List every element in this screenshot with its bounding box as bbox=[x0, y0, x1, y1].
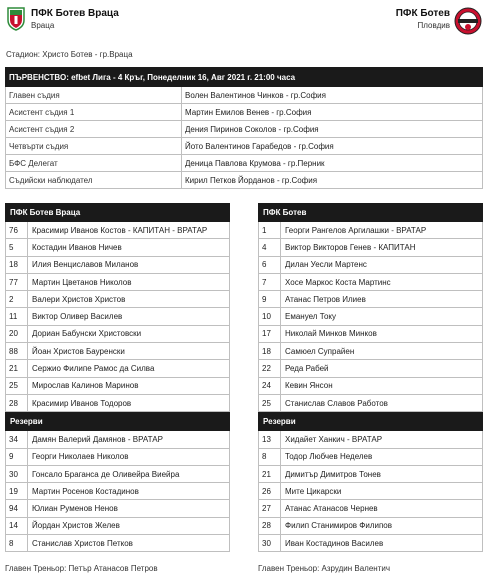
official-person: Мартин Емилов Венев - гр.София bbox=[185, 107, 312, 117]
player-number: 94 bbox=[6, 500, 28, 516]
player-number: 27 bbox=[259, 500, 281, 516]
player-name: Дилан Уесли Мартенс bbox=[285, 260, 367, 270]
official-row bbox=[5, 104, 483, 121]
player-name: Гонсало Браганса де Оливейра Виейра bbox=[32, 469, 180, 479]
player-name: Хосе Маркос Коста Мартинс bbox=[285, 277, 391, 287]
player-row[interactable] bbox=[258, 500, 483, 517]
player-number: 19 bbox=[6, 483, 28, 499]
player-row[interactable] bbox=[258, 326, 483, 343]
player-name: Сержио Филипе Рамос да Силва bbox=[32, 364, 155, 374]
player-row[interactable] bbox=[258, 291, 483, 308]
player-row[interactable] bbox=[258, 395, 483, 412]
home-lineup-title: ПФК Ботев Враца bbox=[5, 203, 230, 222]
player-number: 8 bbox=[259, 449, 281, 465]
official-row bbox=[5, 155, 483, 172]
stadium-info: Стадион: Христо Ботев - гр.Враца bbox=[6, 50, 133, 59]
player-number: 6 bbox=[259, 257, 281, 273]
player-row[interactable] bbox=[258, 518, 483, 535]
player-name: Красимир Иванов Тодоров bbox=[32, 398, 132, 408]
player-name: Костадин Иванов Ничев bbox=[32, 242, 122, 252]
official-person: Дения Пиринов Соколов - гр.София bbox=[185, 124, 319, 134]
player-number: 30 bbox=[259, 535, 281, 551]
player-row[interactable] bbox=[258, 466, 483, 483]
player-number: 24 bbox=[259, 378, 281, 394]
player-number: 2 bbox=[6, 291, 28, 307]
player-row[interactable] bbox=[258, 239, 483, 256]
away-team-name: ПФК Ботев bbox=[395, 8, 450, 19]
away-coach: Главен Треньор: Азрудин Валентич bbox=[258, 564, 391, 573]
player-row[interactable] bbox=[5, 326, 230, 343]
home-subs-title: Резерви bbox=[5, 412, 230, 431]
player-number: 5 bbox=[6, 239, 28, 255]
player-row[interactable] bbox=[258, 535, 483, 552]
player-row[interactable] bbox=[5, 518, 230, 535]
player-row[interactable] bbox=[5, 449, 230, 466]
player-number: 20 bbox=[6, 326, 28, 342]
player-number: 25 bbox=[259, 395, 281, 411]
match-header: ПЪРВЕНСТВО: efbet Лига - 4 Кръг, Понеделник 16, Авг 2021 г. 21:00 часа bbox=[5, 67, 483, 87]
away-lineup bbox=[258, 203, 483, 552]
player-number: 76 bbox=[6, 222, 28, 238]
home-team-name: ПФК Ботев Враца bbox=[31, 8, 119, 19]
player-name: Илия Венциславов Миланов bbox=[32, 260, 139, 270]
player-number: 14 bbox=[6, 518, 28, 534]
official-row bbox=[5, 138, 483, 155]
home-team[interactable] bbox=[6, 7, 119, 31]
player-row[interactable] bbox=[258, 360, 483, 377]
player-number: 9 bbox=[6, 449, 28, 465]
player-name: Димитър Димитров Тонев bbox=[285, 469, 381, 479]
player-name: Дамян Валерий Дамянов - ВРАТАР bbox=[32, 434, 163, 444]
player-name: Георги Рангелов Аргилашки - ВРАТАР bbox=[285, 225, 427, 235]
player-name: Мартин Росенов Костадинов bbox=[32, 486, 139, 496]
player-name: Иван Костадинов Василев bbox=[285, 538, 384, 548]
player-name: Юлиан Руменов Ненов bbox=[32, 504, 118, 514]
official-person: Волен Валентинов Чинков - гр.София bbox=[185, 90, 326, 100]
player-name: Виктор Викторов Генев - КАПИТАН bbox=[285, 242, 416, 252]
player-number: 25 bbox=[6, 378, 28, 394]
player-row[interactable] bbox=[5, 466, 230, 483]
player-name: Хидайет Ханкич - ВРАТАР bbox=[285, 434, 383, 444]
official-person: Деница Павлова Крумова - гр.Перник bbox=[185, 158, 325, 168]
player-number: 77 bbox=[6, 274, 28, 290]
official-row bbox=[5, 172, 483, 189]
player-row[interactable] bbox=[258, 257, 483, 274]
player-row[interactable] bbox=[5, 274, 230, 291]
official-role: Асистент съдия 2 bbox=[6, 121, 182, 137]
away-team[interactable] bbox=[396, 7, 482, 35]
player-number: 88 bbox=[6, 343, 28, 359]
player-row[interactable] bbox=[5, 535, 230, 552]
officials-table bbox=[5, 67, 483, 189]
player-number: 22 bbox=[259, 360, 281, 376]
player-row[interactable] bbox=[5, 483, 230, 500]
player-number: 28 bbox=[6, 395, 28, 411]
official-role: Съдийски наблюдател bbox=[6, 172, 182, 188]
official-person: Йото Валентинов Гарабедов - гр.София bbox=[185, 141, 334, 151]
player-number: 17 bbox=[259, 326, 281, 342]
official-role: Четвърти съдия bbox=[6, 138, 182, 154]
player-row[interactable] bbox=[5, 360, 230, 377]
official-role: Главен съдия bbox=[6, 87, 182, 103]
player-number: 21 bbox=[6, 360, 28, 376]
player-name: Мите Цикарски bbox=[285, 486, 342, 496]
player-row[interactable] bbox=[258, 308, 483, 325]
player-name: Валери Христов Христов bbox=[32, 294, 126, 304]
player-number: 18 bbox=[259, 343, 281, 359]
player-number: 18 bbox=[6, 257, 28, 273]
player-name: Самюел Супрайен bbox=[285, 346, 355, 356]
player-name: Красимир Иванов Костов - КАПИТАН - ВРАТАР bbox=[32, 225, 208, 235]
player-number: 34 bbox=[6, 431, 28, 447]
player-row[interactable] bbox=[258, 483, 483, 500]
player-number: 1 bbox=[259, 222, 281, 238]
player-row[interactable] bbox=[258, 378, 483, 395]
player-name: Атанас Атанасов Чернев bbox=[285, 504, 378, 514]
player-row[interactable] bbox=[258, 343, 483, 360]
player-name: Тодор Любчев Неделев bbox=[285, 452, 373, 462]
player-name: Реда Рабей bbox=[285, 364, 329, 374]
player-row[interactable] bbox=[5, 239, 230, 256]
player-name: Кевин Янсон bbox=[285, 381, 333, 391]
away-team-city: Пловдив bbox=[417, 21, 450, 30]
away-lineup-title: ПФК Ботев bbox=[258, 203, 483, 222]
player-name: Станислав Славов Работов bbox=[285, 398, 388, 408]
player-row[interactable] bbox=[258, 431, 483, 448]
header bbox=[0, 0, 488, 42]
player-name: Николай Минков Минков bbox=[285, 329, 377, 339]
player-name: Емануел Току bbox=[285, 312, 336, 322]
official-person: Кирил Петков Йорданов - гр.София bbox=[185, 175, 318, 185]
player-row[interactable] bbox=[258, 274, 483, 291]
official-row bbox=[5, 87, 483, 104]
player-name: Виктор Оливер Василев bbox=[32, 312, 123, 322]
player-row[interactable] bbox=[5, 291, 230, 308]
player-name: Филип Станимиров Филипов bbox=[285, 521, 392, 531]
player-row[interactable] bbox=[5, 343, 230, 360]
player-number: 7 bbox=[259, 274, 281, 290]
away-crest-icon bbox=[454, 7, 482, 35]
player-row[interactable] bbox=[5, 222, 230, 239]
player-name: Дориан Бабунски Христовски bbox=[32, 329, 142, 339]
player-number: 11 bbox=[6, 308, 28, 324]
player-row[interactable] bbox=[5, 395, 230, 412]
player-row[interactable] bbox=[5, 308, 230, 325]
home-crest-icon bbox=[6, 7, 26, 31]
player-number: 10 bbox=[259, 308, 281, 324]
player-number: 9 bbox=[259, 291, 281, 307]
player-number: 13 bbox=[259, 431, 281, 447]
player-name: Йоан Христов Бауренски bbox=[32, 346, 125, 356]
official-role: Асистент съдия 1 bbox=[6, 104, 182, 120]
home-team-city: Враца bbox=[31, 21, 55, 30]
home-lineup bbox=[5, 203, 230, 552]
official-role: БФС Делегат bbox=[6, 155, 182, 171]
player-number: 28 bbox=[259, 518, 281, 534]
player-name: Йордан Христов Желев bbox=[32, 521, 120, 531]
player-name: Атанас Петров Илиев bbox=[285, 294, 366, 304]
player-row[interactable] bbox=[5, 500, 230, 517]
player-row[interactable] bbox=[258, 449, 483, 466]
player-number: 30 bbox=[6, 466, 28, 482]
player-name: Георги Николаев Николов bbox=[32, 452, 129, 462]
official-row bbox=[5, 121, 483, 138]
player-name: Станислав Христов Петков bbox=[32, 538, 133, 548]
player-number: 26 bbox=[259, 483, 281, 499]
player-row[interactable] bbox=[5, 378, 230, 395]
player-row[interactable] bbox=[258, 222, 483, 239]
home-coach: Главен Треньор: Петър Атанасов Петров bbox=[5, 564, 158, 573]
player-name: Мирослав Калинов Маринов bbox=[32, 381, 139, 391]
player-number: 21 bbox=[259, 466, 281, 482]
away-subs-title: Резерви bbox=[258, 412, 483, 431]
player-number: 8 bbox=[6, 535, 28, 551]
player-name: Мартин Цветанов Николов bbox=[32, 277, 132, 287]
player-number: 4 bbox=[259, 239, 281, 255]
player-row[interactable] bbox=[5, 431, 230, 448]
player-row[interactable] bbox=[5, 257, 230, 274]
